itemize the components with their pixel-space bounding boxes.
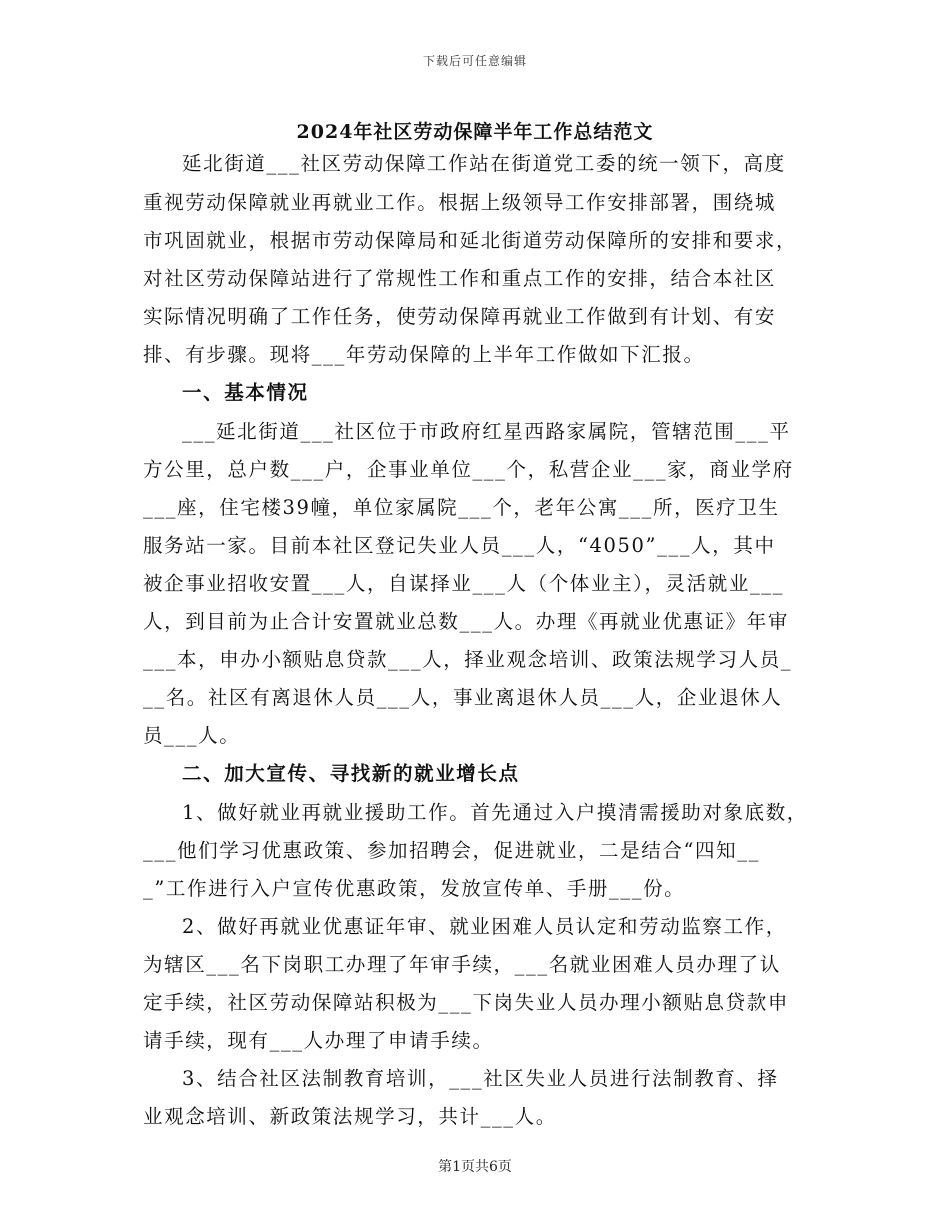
document-title: 2024年社区劳动保障半年工作总结范文: [296, 121, 654, 143]
paragraph-line: 重视劳动保障就业再就业工作。根据上级领导工作安排部署，围绕城: [143, 191, 777, 214]
paragraph-line: 员___人。: [143, 724, 241, 747]
paragraph-line: 请手续，现有___人办理了申请手续。: [143, 1029, 494, 1052]
paragraph-line: 排、有步骤。现将___年劳动保障的上半年工作做如下汇报。: [143, 343, 705, 366]
paragraph-line: 定手续，社区劳动保障站积极为___下岗失业人员办理小额贴息贷款申: [143, 991, 789, 1014]
paragraph-line: 人，到目前为止合计安置就业总数___人。办理《再就业优惠证》年审: [143, 610, 789, 633]
paragraph-line: 3、结合社区法制教育培训，___社区失业人员进行法制教育、择: [182, 1067, 779, 1090]
paragraph-line: 市巩固就业，根据市劳动保障局和延北街道劳动保障所的安排和要求，: [143, 229, 798, 252]
paragraph-line: ___他们学习优惠政策、参加招聘会，促进就业，二是结合“四知__: [143, 839, 760, 862]
paragraph-line: 被企事业招收安置___人，自谋择业___人（个体业主），灵活就业___: [143, 572, 785, 595]
paragraph-line: ___延北街道___社区位于市政府红星西路家属院，管辖范围___平: [182, 420, 791, 443]
paragraph-line: __名。社区有离退休人员___人，事业离退休人员___人，企业退休人: [143, 686, 783, 709]
paragraph-line: 实际情况明确了工作任务，使劳动保障再就业工作做到有计划、有安: [143, 305, 777, 328]
section-heading: 二、加大宣传、寻找新的就业增长点: [182, 762, 520, 785]
paragraph-line: 1、做好就业再就业援助工作。首先通过入户摸清需援助对象底数，: [182, 801, 808, 824]
paragraph-line: 延北街道___社区劳动保障工作站在街道党工委的统一领下，高度: [182, 152, 786, 175]
paragraph-line: 对社区劳动保障站进行了常规性工作和重点工作的安排，结合本社区: [143, 267, 777, 290]
paragraph-line: 方公里，总户数___户，企事业单位___个，私营企业___家，商业学府: [143, 458, 794, 481]
paragraph-line: 2、做好再就业优惠证年审、就业困难人员认定和劳动监察工作，: [182, 915, 787, 938]
section-heading: 一、基本情况: [182, 381, 309, 404]
paragraph-line: ___座，住宅楼39幢，单位家属院___个，老年公寓___所，医疗卫生: [143, 496, 780, 519]
paragraph-line: 为辖区___名下岗职工办理了年审手续，___名就业困难人员办理了认: [143, 953, 781, 976]
paragraph-line: 业观念培训、新政策法规学习，共计___人。: [143, 1105, 557, 1128]
header-note: 下载后可任意编辑: [422, 54, 527, 68]
paragraph-line: 服务站一家。目前本社区登记失业人员___人，“4050”___人，其中: [143, 534, 776, 557]
page-footer: 第1页共6页: [438, 1159, 512, 1175]
paragraph-line: ___本，申办小额贴息贷款___人，择业观念培训、政策法规学习人员_: [143, 648, 793, 671]
paragraph-line: _”工作进行入户宣传优惠政策，发放宣传单、手册___份。: [143, 877, 686, 900]
